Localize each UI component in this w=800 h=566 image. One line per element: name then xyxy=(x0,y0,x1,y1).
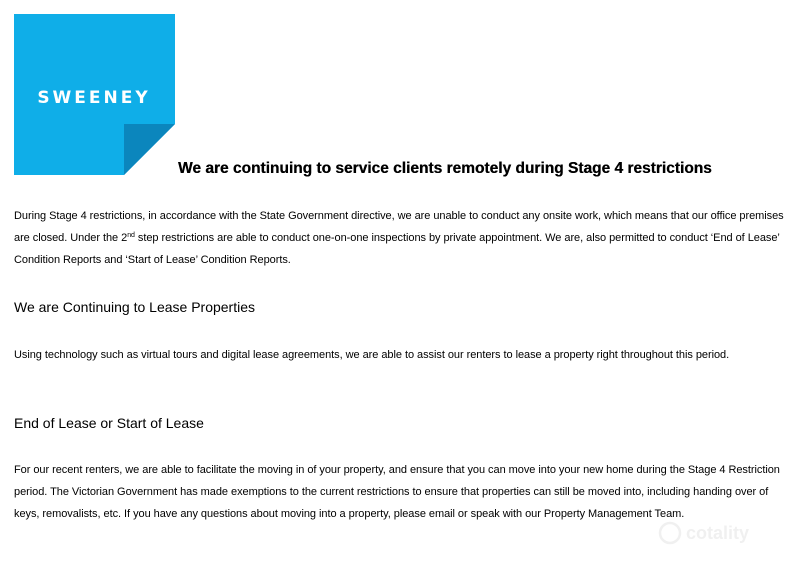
section-body-end-start-lease: For our recent renters, we are able to facilitate the moving in of your property, and ensure that you can move into your new home during the Stage 4 Restriction period. The Victorian Government has made exemptions to the current restrictions to ensure that properties can still be moved into, including handing over of keys, removalists, etc. If you have any questions about moving into a property, please email or speak with our Property Management Team. xyxy=(14,464,780,520)
section-heading-leasing: We are Continuing to Lease Properties xyxy=(14,299,255,315)
logo-text: SWEENEY xyxy=(37,88,151,108)
page-title: We are continuing to service clients remotely during Stage 4 restrictions xyxy=(178,160,712,177)
watermark-text: cotality xyxy=(686,523,750,543)
watermark xyxy=(658,520,778,546)
logo-graphic xyxy=(14,14,175,175)
watermark-graphic xyxy=(658,520,778,546)
section-body-leasing: Using technology such as virtual tours and digital lease agreements, we are able to assist our renters to lease a property right throughout this period. xyxy=(14,349,730,361)
intro-superscript: nd xyxy=(127,232,135,239)
intro-text-part2: step restrictions are able to conduct one-on-one inspections by private appointment. We are, also permitted to conduct ‘End of Lease’ Condition Reports and ‘Start of Lease’ Condition Reports. xyxy=(14,232,780,266)
section-heading-end-start-lease: End of Lease or Start of Lease xyxy=(14,415,204,431)
sweeney-logo xyxy=(14,14,175,175)
intro-paragraph xyxy=(14,205,790,271)
intro-text-part1: During Stage 4 restrictions, in accordance with the State Government directive, we are unable to conduct any onsite work, which means that our office premises are closed. Under the 2 xyxy=(14,210,784,244)
